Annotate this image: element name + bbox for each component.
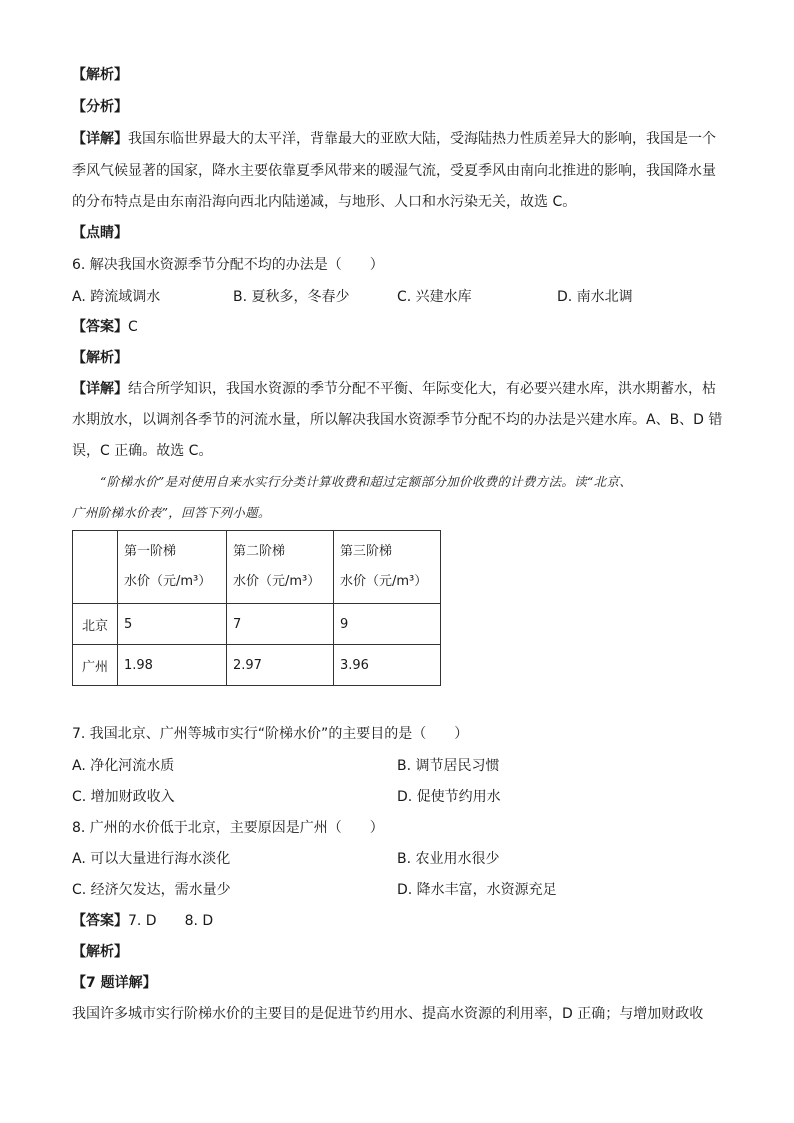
q7-option-b: B. 调节居民习惯 bbox=[397, 758, 500, 774]
q7-option-a: A. 净化河流水质 bbox=[72, 758, 175, 774]
q7-option-c: C. 增加财政收入 bbox=[72, 789, 175, 805]
table-cell: 7 bbox=[227, 604, 334, 645]
table-header-tier-2: 第二阶梯 水价（元/m³） bbox=[227, 531, 334, 604]
detail-6-line-1: 【详解】结合所学知识，我国水资源的季节分配不平衡、年际变化大，有必要兴建水库，洪水期蓄水，枯 bbox=[72, 381, 716, 397]
detail-7-line-1: 我国许多城市实行阶梯水价的主要目的是促进节约用水、提高水资源的利用率，D 正确；与增加财政收 bbox=[72, 1006, 704, 1022]
q6-option-a: A. 跨流域调水 bbox=[72, 289, 161, 305]
answer-7-8: 【答案】7. D 8. D bbox=[72, 913, 214, 929]
question-8: 8. 广州的水价低于北京，主要原因是广州（ ） bbox=[72, 820, 384, 836]
detail-paragraph-line-1: 【详解】我国东临世界最大的太平洋，背靠最大的亚欧大陆，受海陆热力性质差异大的影响，我国是一个 bbox=[72, 131, 716, 147]
table-cell: 1.98 bbox=[118, 645, 227, 686]
stem-intro-line-2: 广州阶梯水价表”，回答下列小题。 bbox=[72, 505, 271, 520]
question-7: 7. 我国北京、广州等城市实行“阶梯水价”的主要目的是（ ） bbox=[72, 726, 469, 742]
table-cell: 9 bbox=[334, 604, 441, 645]
table-header-row bbox=[73, 531, 441, 604]
q8-option-c: C. 经济欠发达，需水量少 bbox=[72, 882, 231, 898]
q6-option-d: D. 南水北调 bbox=[557, 289, 633, 305]
detail-paragraph-line-2: 季风气候显著的国家，降水主要依靠夏季风带来的暖湿气流，受夏季风由南向北推进的影响，我国降水量 bbox=[72, 163, 716, 179]
detail-paragraph-line-3: 的分布特点是由东南沿海向西北内陆递减，与地形、人口和水污染无关，故选 C。 bbox=[72, 194, 577, 210]
q8-option-b: B. 农业用水很少 bbox=[397, 851, 500, 867]
table-cell: 3.96 bbox=[334, 645, 441, 686]
answer-6: 【答案】C bbox=[72, 319, 138, 335]
q8-option-d: D. 降水丰富，水资源充足 bbox=[397, 882, 557, 898]
stem-intro-line-1: “阶梯水价”是对使用自来水实行分类计算收费和超过定额部分加价收费的计费方法。读“北京、 bbox=[100, 474, 633, 489]
table-row-guangzhou bbox=[73, 645, 441, 686]
question-6: 6. 解决我国水资源季节分配不均的办法是（ ） bbox=[72, 257, 384, 273]
section-heading-fenxi: 【分析】 bbox=[72, 99, 128, 115]
section-heading-dianjing: 【点睛】 bbox=[72, 225, 128, 241]
table-header-tier-3: 第三阶梯 水价（元/m³） bbox=[334, 531, 441, 604]
table-city-cell: 北京 bbox=[73, 604, 118, 645]
table-cell: 2.97 bbox=[227, 645, 334, 686]
q8-option-a: A. 可以大量进行海水淡化 bbox=[72, 851, 231, 867]
table-header-tier-1: 第一阶梯 水价（元/m³） bbox=[118, 531, 227, 604]
detail-6-line-2: 水期放水，以调剂各季节的河流水量，所以解决我国水资源季节分配不均的办法是兴建水库。A、B、D 错 bbox=[72, 412, 723, 428]
table-city-cell: 广州 bbox=[73, 645, 118, 686]
table-cell: 5 bbox=[118, 604, 227, 645]
q7-option-d: D. 促使节约用水 bbox=[397, 789, 501, 805]
section-heading-jiexi: 【解析】 bbox=[72, 67, 128, 83]
section-heading-q7-detail: 【7 题详解】 bbox=[72, 975, 157, 991]
detail-6-line-3: 误，C 正确。故选 C。 bbox=[72, 443, 213, 459]
section-heading-jiexi-7-8: 【解析】 bbox=[72, 944, 128, 960]
q6-option-b: B. 夏秋多，冬春少 bbox=[233, 289, 350, 305]
q6-option-c: C. 兴建水库 bbox=[397, 289, 472, 305]
tiered-water-price-table bbox=[72, 530, 441, 686]
table-corner-cell bbox=[73, 531, 118, 604]
section-heading-jiexi-6: 【解析】 bbox=[72, 350, 128, 366]
table-row-beijing bbox=[73, 604, 441, 645]
